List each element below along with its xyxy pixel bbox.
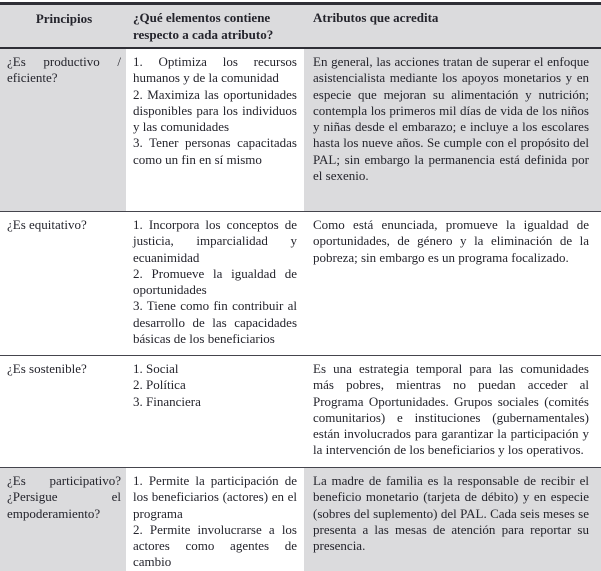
table-row-productivo bbox=[0, 49, 601, 211]
element-item: 2. Maximiza las oportunidades disponibles para los individuos y las comunidades bbox=[133, 86, 297, 135]
principle-text: ¿Es sostenible? bbox=[7, 361, 87, 376]
attributes-text: Como está enunciada, promueve la igualdad de oportunidades, de género y la eliminación de la pobreza; sin embargo es un programa focalizado. bbox=[313, 217, 589, 265]
elements-cell bbox=[126, 356, 304, 467]
table-row-participativo bbox=[0, 467, 601, 571]
element-item: 2. Promueve la igualdad de oportunidades bbox=[133, 265, 297, 298]
element-item: 1. Permite la participación de los beneficiarios (actores) en el programa bbox=[133, 473, 297, 521]
elements-cell bbox=[126, 212, 304, 355]
attributes-cell bbox=[304, 212, 601, 355]
attributes-text: Es una estrategia temporal para las comunidades más pobres, mientras no puedan acceder al Programa Oportunidades. Grupos sociales (comités comunitarios) e instituciones (gubernamentales) están involucrados para garantizar la participación y la intervención de los beneficiarios y los operativos. bbox=[313, 361, 589, 458]
principle-cell bbox=[0, 356, 126, 467]
table-row-sostenible bbox=[0, 355, 601, 467]
table-header-row bbox=[0, 5, 601, 49]
element-item: 3. Financiera bbox=[133, 393, 201, 409]
header-label-atributos: Atributos que acredita bbox=[313, 10, 439, 25]
header-label-elementos: ¿Qué elementos contiene respecto a cada atributo? bbox=[133, 10, 274, 42]
element-item: 3. Tener personas capacitadas como un fin en sí mismo bbox=[133, 135, 297, 167]
element-item: 1. Optimiza los recursos humanos y de la comunidad bbox=[133, 54, 297, 86]
element-item: 3. Tiene como fin contribuir al desarrollo de las capacidades básicas de los beneficiarios bbox=[133, 298, 297, 347]
principle-text: ¿Es participativo? ¿Persigue el empoderamiento? bbox=[7, 473, 121, 521]
elements-cell bbox=[126, 468, 304, 571]
header-label-principios: Principios bbox=[35, 11, 93, 26]
principle-cell bbox=[0, 212, 126, 355]
attributes-text: En general, las acciones tratan de superar el enfoque asistencialista mediante los apoyos monetarios y en especie que mejoran su alimentación y nutrición; contempla los primeros mil días de vida de los niños y niñas desde el embarazo; e incluye a los escolares hasta los nueve años. Se cumple con el propósito del PAL; sin embargo la permanencia está definida por el sexenio. bbox=[313, 54, 589, 184]
principle-text: ¿Es equitativo? bbox=[7, 217, 87, 232]
attributes-cell bbox=[304, 468, 601, 571]
elements-cell bbox=[126, 49, 304, 211]
element-item: 1. Incorpora los conceptos de justicia, imparcialidad y ecuanimidad bbox=[133, 217, 297, 265]
attributes-cell bbox=[304, 49, 601, 211]
principle-cell bbox=[0, 49, 126, 211]
principle-cell bbox=[0, 468, 126, 571]
element-item: 2. Política bbox=[133, 377, 186, 393]
header-cell-principios bbox=[0, 5, 126, 47]
attributes-cell bbox=[304, 356, 601, 467]
element-item: 1. Social bbox=[133, 361, 179, 376]
table-row-equitativo bbox=[0, 211, 601, 355]
attributes-text: La madre de familia es la responsable de recibir el beneficio monetario (tarjeta de débito) y en especie (sobres del suplemento) del PAL. Cada seis meses se presenta a las mesas de atención para reportar su presencia. bbox=[313, 473, 589, 554]
header-cell-elementos bbox=[126, 5, 304, 47]
header-cell-atributos bbox=[304, 5, 601, 47]
element-item: 2. Permite involucrarse a los actores como agentes de cambio bbox=[133, 521, 297, 570]
principle-text: ¿Es productivo / eficiente? bbox=[7, 54, 121, 86]
principles-table bbox=[0, 2, 601, 571]
